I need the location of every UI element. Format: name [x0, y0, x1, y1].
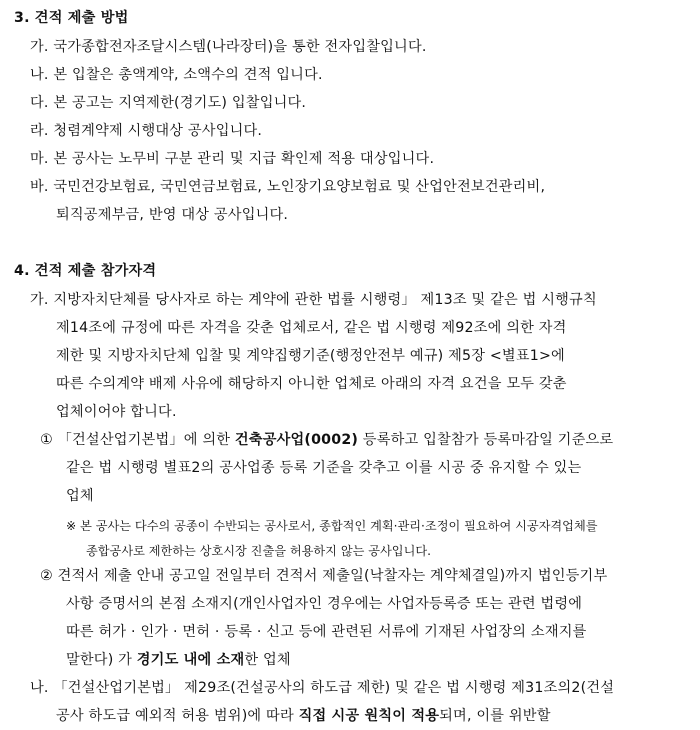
section-3-item-da: 다. 본 공고는 지역제한(경기도) 입찰입니다.	[30, 95, 307, 111]
item-2-line3: 따른 허가 · 인가 · 면허 · 등록 · 신고 등에 관련된 서류에 기재된 사업장의 소재지를	[66, 624, 587, 640]
section-4-ga-line2: 제14조에 규정에 따른 자격을 갖춘 업체로서, 같은 법 시행령 제92조에 의한 자격	[56, 320, 567, 336]
section-4-ga-line1: 가. 지방자치단체를 당사자로 하는 계약에 관한 법률 시행령」 제13조 및 같은 법 시행규칙	[30, 292, 597, 308]
section-4-na-line2-text: 공사 하도급 예외적 허용 범위)에 따라	[56, 708, 299, 724]
item-2-line4	[66, 650, 291, 670]
section-4-na-line2-text-end: 되며, 이를 위반할	[439, 708, 551, 724]
item-1-license-highlight: 건축공사업(0002)	[234, 432, 359, 448]
section-4-ga-line5: 업체이어야 합니다.	[56, 404, 177, 420]
section-3-item-ba-line1: 바. 국민건강보험료, 국민연금보험료, 노인장기요양보험료 및 산업안전보건관리비,	[30, 179, 546, 195]
direct-construction-highlight: 직접 시공 원칙이 적용	[298, 708, 440, 724]
section-3-item-ra: 라. 청렴계약제 시행대상 공사입니다.	[30, 123, 263, 139]
item-2-line4-text: 말한다) 가	[66, 652, 137, 668]
item-1-line2: 같은 법 시행령 별표2의 공사업종 등록 기준을 갖추고 이를 시공 중 유지할 수 있는	[66, 460, 582, 476]
item-2-line4-text-end: 한 업체	[244, 652, 291, 668]
item-1-line1-text-end: 등록하고 입찰참가 등록마감일 기준으로	[358, 432, 614, 448]
item-1-line3: 업체	[66, 488, 94, 504]
item-2-line1: ② 견적서 제출 안내 공고일 전일부터 견적서 제출일(낙찰자는 계약체결일)까지 법인등기부	[40, 568, 608, 584]
item-1-line1-text: ① 「건설산업기본법」에 의한	[40, 432, 235, 448]
section-3-heading: 3. 견적 제출 방법	[14, 10, 129, 26]
section-4-na-line2	[56, 706, 551, 726]
section-4-heading: 4. 견적 제출 참가자격	[14, 263, 157, 279]
section-4-na-line1: 나. 「건설산업기본법」 제29조(건설공사의 하도급 제한) 및 같은 법 시행령 제31조의2(건설	[30, 680, 615, 696]
note-line1: ※ 본 공사는 다수의 공종이 수반되는 공사로서, 종합적인 계획·관리·조정이 필요하여 시공자격업체를	[66, 519, 598, 533]
item-1-line1	[40, 430, 613, 450]
section-3-item-ma: 마. 본 공사는 노무비 구분 관리 및 지급 확인제 적용 대상입니다.	[30, 151, 435, 167]
item-2-line2: 사항 증명서의 본점 소재지(개인사업자인 경우에는 사업자등록증 또는 관련 법령에	[66, 596, 583, 612]
section-4-ga-line4: 따른 수의계약 배제 사유에 해당하지 아니한 업체로 아래의 자격 요건을 모두 갖춘	[56, 376, 567, 392]
note-line2: 종합공사로 제한하는 상호시장 진출을 허용하지 않는 공사입니다.	[86, 544, 431, 558]
section-3-item-ga: 가. 국가종합전자조달시스템(나라장터)을 통한 전자입찰입니다.	[30, 39, 427, 55]
item-2-location-highlight: 경기도 내에 소재	[136, 652, 245, 668]
section-3-item-na: 나. 본 입찰은 총액계약, 소액수의 견적 입니다.	[30, 67, 323, 83]
section-4-ga-line3: 제한 및 지방자치단체 입찰 및 계약집행기준(행정안전부 예규) 제5장 <별표1>에	[56, 348, 565, 364]
section-3-item-ba-line2: 퇴직공제부금, 반영 대상 공사입니다.	[56, 207, 289, 223]
